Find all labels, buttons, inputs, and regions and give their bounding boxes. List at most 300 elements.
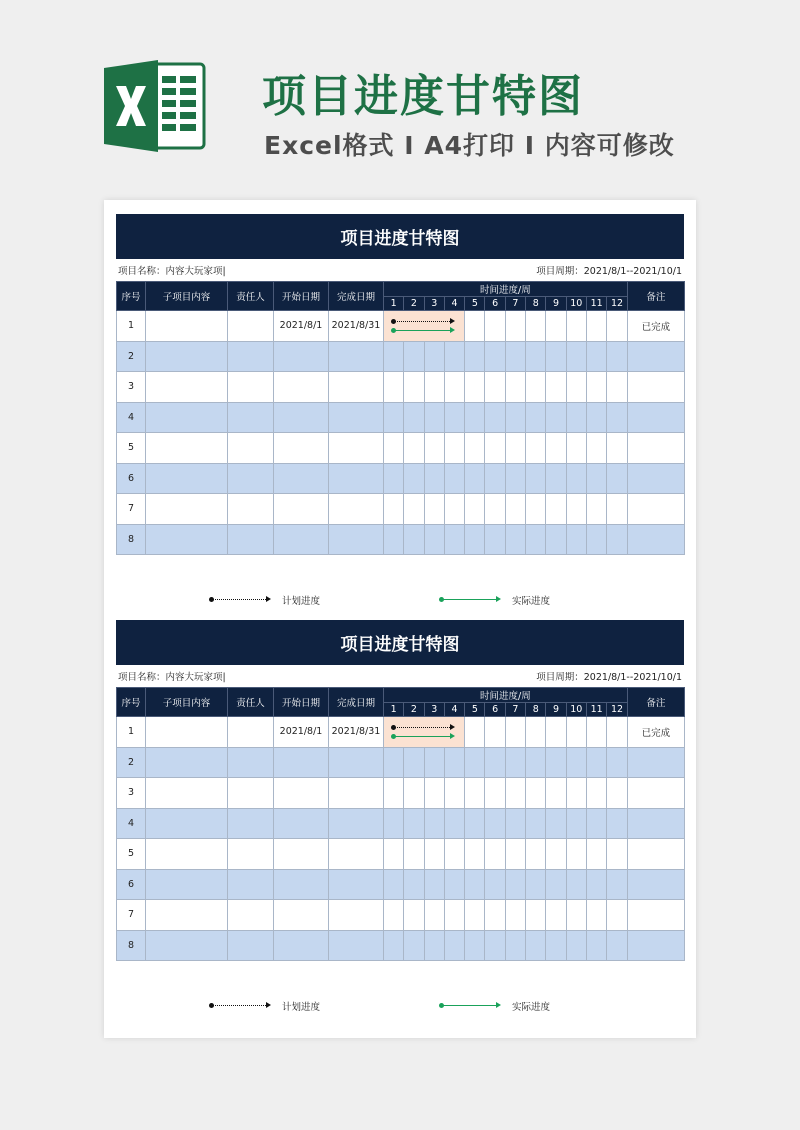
week-cell <box>546 839 566 870</box>
week-cell <box>465 869 485 900</box>
week-header: 6 <box>485 297 505 311</box>
cell-sub-item <box>146 808 228 839</box>
sheet-title: 项目进度甘特图 <box>116 214 684 259</box>
week-cell <box>566 930 586 961</box>
week-cell <box>586 808 606 839</box>
cell-start <box>274 463 329 494</box>
week-header: 11 <box>586 703 606 717</box>
week-cell <box>526 433 546 464</box>
week-cell <box>465 524 485 555</box>
sheet-title: 项目进度甘特图 <box>116 620 684 665</box>
week-cell <box>546 524 566 555</box>
week-cell <box>607 808 627 839</box>
cell-seq: 1 <box>117 717 146 748</box>
table-row <box>117 494 685 525</box>
week-cell <box>424 839 444 870</box>
cell-note <box>627 930 684 961</box>
actual-progress-arrow <box>394 736 452 737</box>
week-cell <box>566 433 586 464</box>
week-cell <box>465 494 485 525</box>
col-header-note: 备注 <box>627 282 684 311</box>
week-header: 11 <box>586 297 606 311</box>
plan-line-icon <box>212 1005 268 1007</box>
week-cell <box>444 524 464 555</box>
week-cell <box>505 372 525 403</box>
week-cell <box>607 747 627 778</box>
week-cell <box>404 372 424 403</box>
week-cell <box>384 839 404 870</box>
cell-owner <box>228 808 274 839</box>
legend-actual-label: 实际进度 <box>512 1002 551 1013</box>
week-cell <box>444 778 464 809</box>
col-header-end: 完成日期 <box>329 282 384 311</box>
week-cell <box>546 433 566 464</box>
week-cell <box>444 494 464 525</box>
cell-end <box>329 930 384 961</box>
week-cell <box>424 747 444 778</box>
week-cell <box>586 341 606 372</box>
week-cell <box>586 524 606 555</box>
week-cell <box>607 402 627 433</box>
week-cell <box>444 839 464 870</box>
week-cell <box>505 778 525 809</box>
week-header: 10 <box>566 703 586 717</box>
week-cell <box>607 463 627 494</box>
week-cell <box>607 494 627 525</box>
week-cell <box>384 900 404 931</box>
week-cell <box>485 869 505 900</box>
cell-sub-item <box>146 494 228 525</box>
week-cell <box>607 869 627 900</box>
week-cell <box>566 311 586 342</box>
week-cell <box>384 778 404 809</box>
cell-end <box>329 808 384 839</box>
week-cell <box>444 463 464 494</box>
week-cell <box>607 839 627 870</box>
week-cell <box>485 341 505 372</box>
plan-progress-arrow <box>394 321 452 322</box>
week-cell <box>586 494 606 525</box>
week-cell <box>424 494 444 525</box>
week-cell <box>404 402 424 433</box>
cell-seq: 6 <box>117 869 146 900</box>
col-header-owner: 责任人 <box>228 688 274 717</box>
week-cell <box>546 778 566 809</box>
week-cell <box>444 747 464 778</box>
week-cell <box>404 869 424 900</box>
cell-owner <box>228 869 274 900</box>
cell-start <box>274 494 329 525</box>
col-header-seq: 序号 <box>117 282 146 311</box>
cell-seq: 8 <box>117 524 146 555</box>
week-cell <box>384 402 404 433</box>
cell-note <box>627 747 684 778</box>
week-cell <box>465 930 485 961</box>
week-cell <box>566 524 586 555</box>
col-header-note: 备注 <box>627 688 684 717</box>
week-cell <box>485 494 505 525</box>
plan-line-icon <box>212 599 268 601</box>
week-cell <box>485 463 505 494</box>
week-cell <box>586 747 606 778</box>
cell-start <box>274 839 329 870</box>
col-header-timeline: 时间进度/周 <box>384 688 628 703</box>
cell-start <box>274 930 329 961</box>
week-header: 4 <box>444 297 464 311</box>
cell-owner <box>228 311 274 342</box>
excel-logo-icon <box>100 58 208 154</box>
week-header: 1 <box>384 703 404 717</box>
week-cell <box>526 341 546 372</box>
week-cell <box>526 494 546 525</box>
cell-sub-item <box>146 778 228 809</box>
week-cell <box>505 311 525 342</box>
cell-sub-item <box>146 311 228 342</box>
week-cell <box>526 463 546 494</box>
week-cell <box>465 372 485 403</box>
table-row <box>117 930 685 961</box>
cell-note <box>627 463 684 494</box>
project-name: 项目名称：内容大玩家项| <box>118 672 226 683</box>
cell-seq: 2 <box>117 747 146 778</box>
document-paper <box>104 200 696 1038</box>
week-cell <box>546 463 566 494</box>
week-cell <box>404 463 424 494</box>
page-title: 项目进度甘特图 <box>262 71 584 122</box>
week-header: 8 <box>526 703 546 717</box>
week-cell <box>465 341 485 372</box>
week-cell <box>485 747 505 778</box>
cell-owner <box>228 778 274 809</box>
week-cell <box>607 524 627 555</box>
week-cell <box>526 869 546 900</box>
week-cell <box>546 808 566 839</box>
week-cell <box>607 930 627 961</box>
week-cell <box>444 433 464 464</box>
cell-end <box>329 463 384 494</box>
cell-end <box>329 524 384 555</box>
week-cell <box>586 869 606 900</box>
week-cell <box>586 372 606 403</box>
week-cell <box>465 463 485 494</box>
week-cell <box>607 341 627 372</box>
week-header: 5 <box>465 703 485 717</box>
week-cell <box>566 900 586 931</box>
week-cell <box>444 341 464 372</box>
week-cell <box>404 930 424 961</box>
week-header: 7 <box>505 297 525 311</box>
cell-seq: 2 <box>117 341 146 372</box>
week-header: 9 <box>546 703 566 717</box>
week-cell <box>444 372 464 403</box>
sheet-meta <box>116 665 684 687</box>
week-cell <box>485 778 505 809</box>
week-cell <box>485 839 505 870</box>
cell-seq: 7 <box>117 494 146 525</box>
cell-note <box>627 341 684 372</box>
table-row <box>117 524 685 555</box>
week-header: 10 <box>566 297 586 311</box>
week-cell <box>465 311 485 342</box>
gantt-bar-cell <box>384 311 465 342</box>
cell-start <box>274 524 329 555</box>
week-cell <box>384 524 404 555</box>
week-cell <box>424 900 444 931</box>
legend-plan <box>212 999 320 1013</box>
week-cell <box>384 463 404 494</box>
cell-start <box>274 808 329 839</box>
gantt-sheet-2 <box>116 620 684 1021</box>
week-cell <box>586 311 606 342</box>
week-cell <box>505 717 525 748</box>
cell-seq: 8 <box>117 930 146 961</box>
week-cell <box>485 372 505 403</box>
cell-seq: 1 <box>117 311 146 342</box>
gantt-sheet-1 <box>116 214 684 615</box>
cell-seq: 6 <box>117 463 146 494</box>
week-cell <box>444 869 464 900</box>
cell-owner <box>228 717 274 748</box>
week-header: 6 <box>485 703 505 717</box>
week-cell <box>586 433 606 464</box>
week-cell <box>384 747 404 778</box>
week-cell <box>384 869 404 900</box>
week-cell <box>546 341 566 372</box>
cell-start <box>274 900 329 931</box>
week-cell <box>485 808 505 839</box>
week-cell <box>566 494 586 525</box>
cell-note <box>627 778 684 809</box>
week-cell <box>505 808 525 839</box>
week-cell <box>546 747 566 778</box>
week-header: 12 <box>607 297 627 311</box>
actual-line-icon <box>442 1005 498 1007</box>
cell-seq: 5 <box>117 433 146 464</box>
week-cell <box>424 778 444 809</box>
page-subtitle: Excel格式 I A4打印 I 内容可修改 <box>264 131 675 160</box>
cell-note: 已完成 <box>627 717 684 748</box>
col-header-timeline: 时间进度/周 <box>384 282 628 297</box>
cell-end <box>329 433 384 464</box>
cell-end <box>329 494 384 525</box>
week-cell <box>384 372 404 403</box>
week-cell <box>566 778 586 809</box>
week-header: 7 <box>505 703 525 717</box>
week-cell <box>586 778 606 809</box>
cell-seq: 7 <box>117 900 146 931</box>
cell-sub-item <box>146 341 228 372</box>
cell-note <box>627 869 684 900</box>
col-header-owner: 责任人 <box>228 282 274 311</box>
cell-end <box>329 839 384 870</box>
cell-end <box>329 341 384 372</box>
week-cell <box>526 747 546 778</box>
week-cell <box>566 372 586 403</box>
week-cell <box>505 839 525 870</box>
week-cell <box>485 402 505 433</box>
col-header-end: 完成日期 <box>329 688 384 717</box>
cell-sub-item <box>146 463 228 494</box>
table-row <box>117 341 685 372</box>
table-row <box>117 900 685 931</box>
cell-seq: 3 <box>117 778 146 809</box>
week-cell <box>485 311 505 342</box>
week-cell <box>465 900 485 931</box>
week-cell <box>424 433 444 464</box>
legend-actual <box>442 593 550 607</box>
week-cell <box>384 433 404 464</box>
week-cell <box>424 372 444 403</box>
week-cell <box>424 869 444 900</box>
week-cell <box>586 839 606 870</box>
col-header-seq: 序号 <box>117 688 146 717</box>
week-cell <box>526 311 546 342</box>
week-cell <box>607 778 627 809</box>
cell-note <box>627 808 684 839</box>
week-cell <box>485 900 505 931</box>
cell-start <box>274 341 329 372</box>
week-cell <box>404 433 424 464</box>
table-row <box>117 778 685 809</box>
cell-start <box>274 433 329 464</box>
cell-note <box>627 402 684 433</box>
cell-sub-item <box>146 747 228 778</box>
table-row <box>117 402 685 433</box>
week-header: 5 <box>465 297 485 311</box>
project-period: 项目周期：2021/8/1--2021/10/1 <box>536 266 682 277</box>
week-cell <box>566 839 586 870</box>
week-cell <box>424 930 444 961</box>
week-cell <box>526 808 546 839</box>
week-header: 1 <box>384 297 404 311</box>
gantt-table <box>116 281 685 555</box>
week-cell <box>384 494 404 525</box>
week-cell <box>546 930 566 961</box>
week-cell <box>586 930 606 961</box>
week-cell <box>465 402 485 433</box>
legend-actual <box>442 999 550 1013</box>
legend-plan-label: 计划进度 <box>282 1002 321 1013</box>
week-cell <box>526 930 546 961</box>
week-cell <box>526 778 546 809</box>
week-cell <box>465 808 485 839</box>
cell-seq: 5 <box>117 839 146 870</box>
legend <box>116 991 684 1021</box>
col-header-sub-item: 子项目内容 <box>146 282 228 311</box>
week-cell <box>566 463 586 494</box>
table-row <box>117 372 685 403</box>
cell-note <box>627 494 684 525</box>
week-cell <box>546 311 566 342</box>
table-row <box>117 747 685 778</box>
actual-line-icon <box>442 599 498 601</box>
cell-owner <box>228 433 274 464</box>
week-cell <box>424 463 444 494</box>
week-cell <box>505 900 525 931</box>
page-header <box>0 0 800 190</box>
week-cell <box>424 341 444 372</box>
week-cell <box>586 402 606 433</box>
week-cell <box>404 778 424 809</box>
cell-seq: 4 <box>117 808 146 839</box>
week-cell <box>566 402 586 433</box>
week-cell <box>607 372 627 403</box>
week-cell <box>566 341 586 372</box>
cell-owner <box>228 900 274 931</box>
cell-note <box>627 900 684 931</box>
week-header: 2 <box>404 297 424 311</box>
week-cell <box>586 463 606 494</box>
cell-start <box>274 869 329 900</box>
legend-actual-label: 实际进度 <box>512 596 551 607</box>
legend <box>116 585 684 615</box>
gantt-bar-cell <box>384 717 465 748</box>
week-cell <box>546 869 566 900</box>
week-cell <box>505 433 525 464</box>
week-cell <box>526 402 546 433</box>
week-cell <box>404 839 424 870</box>
cell-sub-item <box>146 717 228 748</box>
week-header: 12 <box>607 703 627 717</box>
cell-sub-item <box>146 900 228 931</box>
plan-progress-arrow <box>394 727 452 728</box>
week-cell <box>465 747 485 778</box>
cell-sub-item <box>146 869 228 900</box>
week-cell <box>566 717 586 748</box>
cell-sub-item <box>146 402 228 433</box>
week-cell <box>505 869 525 900</box>
cell-owner <box>228 930 274 961</box>
week-cell <box>444 930 464 961</box>
project-name: 项目名称：内容大玩家项| <box>118 266 226 277</box>
cell-owner <box>228 524 274 555</box>
table-row <box>117 463 685 494</box>
week-cell <box>384 341 404 372</box>
week-cell <box>505 463 525 494</box>
week-cell <box>384 930 404 961</box>
cell-sub-item <box>146 930 228 961</box>
cell-start <box>274 747 329 778</box>
week-cell <box>526 524 546 555</box>
cell-note <box>627 524 684 555</box>
cell-start <box>274 402 329 433</box>
cell-seq: 3 <box>117 372 146 403</box>
week-cell <box>526 717 546 748</box>
week-cell <box>607 311 627 342</box>
week-cell <box>546 494 566 525</box>
week-cell <box>465 433 485 464</box>
table-row <box>117 433 685 464</box>
week-cell <box>404 747 424 778</box>
week-cell <box>485 433 505 464</box>
week-header: 3 <box>424 297 444 311</box>
cell-owner <box>228 494 274 525</box>
week-cell <box>546 372 566 403</box>
week-cell <box>546 900 566 931</box>
cell-sub-item <box>146 433 228 464</box>
week-cell <box>404 524 424 555</box>
week-cell <box>444 900 464 931</box>
week-cell <box>404 341 424 372</box>
table-row <box>117 808 685 839</box>
cell-note <box>627 433 684 464</box>
col-header-start: 开始日期 <box>274 688 329 717</box>
week-cell <box>505 402 525 433</box>
cell-end <box>329 402 384 433</box>
week-cell <box>444 402 464 433</box>
week-cell <box>424 808 444 839</box>
week-cell <box>465 778 485 809</box>
